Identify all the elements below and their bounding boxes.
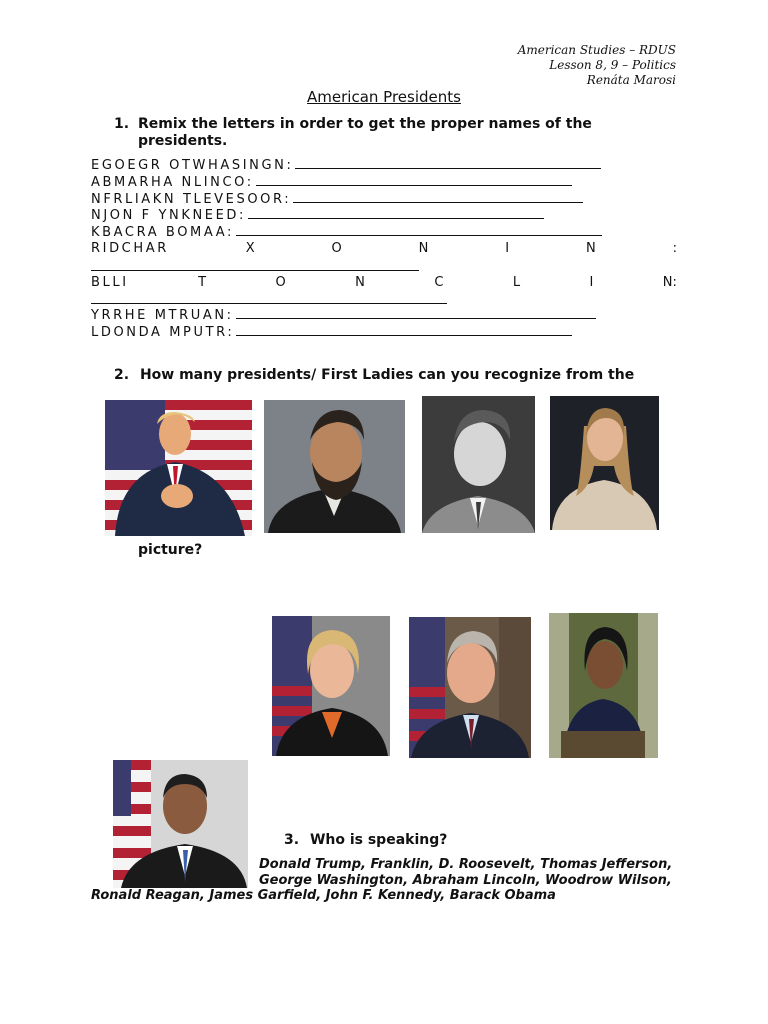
puzzle-letter: I (589, 275, 594, 290)
puzzle-row (91, 192, 583, 207)
page-title: American Presidents (307, 88, 461, 106)
puzzle-letter: O (331, 241, 342, 256)
puzzle-letter: O (275, 275, 286, 290)
question-continuation: picture? (138, 542, 203, 558)
puzzle-row (91, 208, 544, 223)
puzzle-letter: I (505, 241, 510, 256)
puzzle-row-spread (91, 275, 677, 290)
answer-line[interactable] (293, 202, 583, 203)
author-line: Renáta Marosi (586, 73, 676, 87)
puzzle-letters: LDONDA MPUTR: (91, 325, 235, 340)
answer-line[interactable] (91, 270, 419, 271)
portrait-photo (113, 760, 248, 888)
portrait-photo (550, 396, 659, 530)
answer-line[interactable] (256, 185, 572, 186)
puzzle-letters: KBACRA BOMAA: (91, 225, 234, 240)
answer-line[interactable] (236, 318, 596, 319)
puzzle-letter: T (198, 275, 207, 290)
puzzle-letter: N (418, 241, 429, 256)
portrait-photo (264, 400, 405, 533)
lesson-line: Lesson 8, 9 – Politics (549, 58, 676, 72)
puzzle-row (91, 325, 572, 340)
question-text: How many presidents/ First Ladies can you recognize from the (139, 367, 635, 383)
puzzle-row (91, 308, 596, 323)
portrait-photo (422, 396, 535, 533)
puzzle-letter: L (512, 275, 521, 290)
puzzle-letters: ABMARHA NLINCO: (91, 175, 254, 190)
puzzle-letter: N (585, 241, 596, 256)
puzzle-letters: RIDCHAR (91, 241, 169, 256)
puzzle-letter: X (245, 241, 255, 256)
question-text: Remix the letters in order to get the proper names of the presidents. (138, 116, 592, 149)
puzzle-row (91, 158, 601, 173)
question-3 (284, 832, 447, 848)
puzzle-letters: EGOEGR OTWHASINGN: (91, 158, 294, 173)
document-header (518, 43, 676, 88)
question-number: 3. (284, 832, 300, 848)
puzzle-letter: N (355, 275, 365, 290)
puzzle-letters: YRRHE MTRUAN: (91, 308, 234, 323)
answer-line[interactable] (248, 218, 544, 219)
question-1 (114, 116, 614, 150)
question-number: 1. (114, 116, 130, 132)
portrait-photo (549, 613, 658, 758)
puzzle-letters: NFRLIAKN TLEVESOOR: (91, 192, 292, 207)
answer-line[interactable] (236, 235, 602, 236)
course-line: American Studies – RDUS (517, 43, 676, 57)
puzzle-letter: : (672, 241, 677, 256)
names-line: George Washington, Abraham Lincoln, Woodrow Wilson, (259, 873, 672, 888)
answer-line[interactable] (91, 303, 447, 304)
puzzle-letters: NJON F YNKNEED: (91, 208, 246, 223)
answer-line[interactable] (236, 335, 572, 336)
names-line: Ronald Reagan, James Garfield, John F. Kennedy, Barack Obama (91, 888, 556, 903)
puzzle-letters: BLLI (91, 275, 129, 290)
puzzle-row (91, 225, 602, 240)
question-number: 2. (114, 367, 130, 383)
answer-line[interactable] (295, 168, 601, 169)
question-text: Who is speaking? (309, 832, 448, 848)
puzzle-row-spread (91, 241, 677, 256)
puzzle-letter: N: (662, 275, 677, 290)
question-2 (114, 367, 634, 383)
puzzle-letter: C (434, 275, 444, 290)
portrait-photo (409, 617, 531, 758)
names-line: Donald Trump, Franklin, D. Roosevelt, Thomas Jefferson, (259, 857, 673, 872)
portrait-photo (272, 616, 390, 756)
puzzle-row (91, 175, 572, 190)
portrait-photo (105, 400, 252, 536)
